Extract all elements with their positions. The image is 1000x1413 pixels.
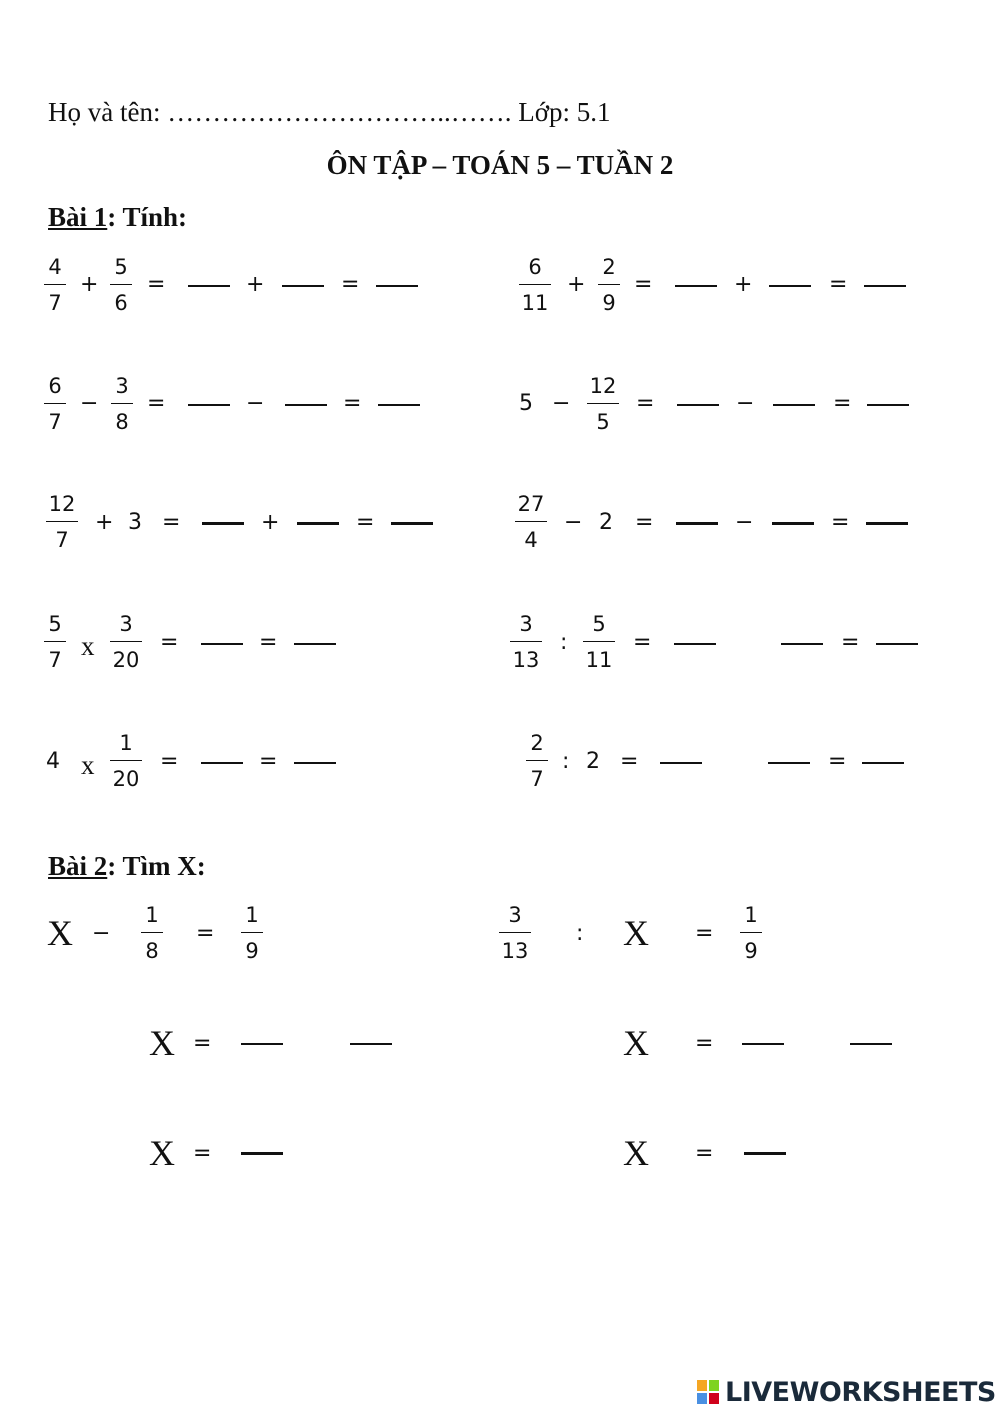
answer-blank[interactable] — [660, 762, 702, 764]
answer-blank[interactable] — [677, 404, 719, 406]
liveworksheets-icon — [697, 1380, 721, 1406]
answer-blank[interactable] — [188, 404, 230, 406]
equals-sign: = — [196, 921, 215, 946]
fraction: 5 6 — [110, 254, 132, 316]
answer-blank[interactable] — [876, 643, 918, 645]
student-name-line: Họ và tên: …………………………..……. Lớp: 5.1 — [48, 97, 611, 127]
fraction: 1 8 — [141, 902, 163, 964]
operator: − — [564, 510, 583, 535]
whole-number: 4 — [46, 749, 60, 774]
fraction: 4 7 — [44, 254, 66, 316]
answer-blank[interactable] — [391, 522, 433, 525]
equals-sign: = — [833, 391, 852, 416]
operator: + — [261, 510, 280, 535]
fraction: 3 13 — [510, 611, 542, 673]
answer-blank[interactable] — [188, 285, 230, 287]
fraction: 5 11 — [583, 611, 615, 673]
fraction: 2 7 — [526, 730, 548, 792]
answer-blank[interactable] — [285, 404, 327, 406]
equals-sign: = — [341, 272, 360, 297]
answer-blank[interactable] — [768, 762, 810, 764]
operator: − — [552, 391, 571, 416]
fraction: 3 20 — [110, 611, 142, 673]
operator: : — [576, 921, 584, 946]
equals-sign: = — [147, 272, 166, 297]
equals-sign: = — [828, 749, 847, 774]
answer-blank[interactable] — [769, 285, 811, 287]
operator: + — [734, 272, 753, 297]
answer-blank[interactable] — [241, 1043, 283, 1045]
equals-sign: = — [162, 510, 181, 535]
operator: x — [81, 631, 95, 661]
variable-x: X — [47, 913, 73, 953]
operator: + — [80, 272, 99, 297]
answer-blank[interactable] — [866, 522, 908, 525]
equals-sign: = — [831, 510, 850, 535]
fraction: 1 9 — [740, 902, 762, 964]
exercise-2-label: Bài 2 — [48, 851, 108, 881]
operator: − — [92, 921, 111, 946]
liveworksheets-logo — [697, 1377, 996, 1408]
fraction: 3 8 — [111, 373, 133, 435]
equals-sign: = — [695, 921, 714, 946]
fraction: 5 7 — [44, 611, 66, 673]
answer-blank[interactable] — [202, 522, 244, 525]
answer-blank[interactable] — [241, 1152, 283, 1155]
fraction: 12 7 — [46, 491, 78, 553]
answer-blank[interactable] — [201, 643, 243, 645]
equals-sign: = — [841, 630, 860, 655]
answer-blank[interactable] — [864, 285, 906, 287]
equals-sign: = — [193, 1141, 212, 1166]
equals-sign: = — [343, 391, 362, 416]
equals-sign: = — [695, 1141, 714, 1166]
variable-x: X — [149, 1133, 175, 1173]
fraction: 6 11 — [519, 254, 551, 316]
equals-sign: = — [633, 630, 652, 655]
answer-blank[interactable] — [674, 643, 716, 645]
answer-blank[interactable] — [773, 404, 815, 406]
equals-sign: = — [193, 1031, 212, 1056]
answer-blank[interactable] — [675, 285, 717, 287]
exercise-1-label: Bài 1 — [48, 202, 108, 232]
exercise-1-heading — [48, 202, 187, 233]
operator: + — [567, 272, 586, 297]
exercise-2-heading — [48, 851, 206, 882]
fraction: 12 5 — [587, 373, 619, 435]
equals-sign: = — [635, 510, 654, 535]
operator: : — [562, 749, 570, 774]
fraction: 1 9 — [241, 902, 263, 964]
equals-sign: = — [620, 749, 639, 774]
exercise-1-title: : Tính: — [107, 202, 188, 232]
answer-blank[interactable] — [376, 285, 418, 287]
answer-blank[interactable] — [781, 643, 823, 645]
variable-x: X — [623, 1023, 649, 1063]
answer-blank[interactable] — [742, 1043, 784, 1045]
variable-x: X — [149, 1023, 175, 1063]
variable-x: X — [623, 1133, 649, 1173]
fraction: 2 9 — [598, 254, 620, 316]
equals-sign: = — [259, 749, 278, 774]
answer-blank[interactable] — [850, 1043, 892, 1045]
operator: + — [95, 510, 114, 535]
whole-number: 5 — [519, 391, 533, 416]
equals-sign: = — [634, 272, 653, 297]
equals-sign: = — [147, 391, 166, 416]
answer-blank[interactable] — [378, 404, 420, 406]
operator: − — [736, 391, 755, 416]
equals-sign: = — [356, 510, 375, 535]
answer-blank[interactable] — [676, 522, 718, 525]
operator: x — [81, 750, 95, 780]
equals-sign: = — [829, 272, 848, 297]
answer-blank[interactable] — [350, 1043, 392, 1045]
operator: − — [735, 510, 754, 535]
page-title: ÔN TẬP – TOÁN 5 – TUẦN 2 — [326, 150, 674, 180]
variable-x: X — [623, 913, 649, 953]
answer-blank[interactable] — [201, 762, 243, 764]
equals-sign: = — [259, 630, 278, 655]
exercise-2-title: : Tìm X: — [107, 851, 206, 881]
answer-blank[interactable] — [282, 285, 324, 287]
answer-blank[interactable] — [294, 643, 336, 645]
equals-sign: = — [636, 391, 655, 416]
answer-blank[interactable] — [297, 522, 339, 525]
fraction: 27 4 — [515, 491, 547, 553]
operator: − — [80, 391, 99, 416]
whole-number: 2 — [586, 749, 600, 774]
answer-blank[interactable] — [862, 762, 904, 764]
fraction: 3 13 — [499, 902, 531, 964]
answer-blank[interactable] — [867, 404, 909, 406]
equals-sign: = — [695, 1031, 714, 1056]
operator: − — [246, 391, 265, 416]
operator: + — [246, 272, 265, 297]
answer-blank[interactable] — [744, 1152, 786, 1155]
whole-number: 2 — [599, 510, 613, 535]
operator: : — [560, 630, 568, 655]
fraction: 6 7 — [44, 373, 66, 435]
equals-sign: = — [160, 749, 179, 774]
answer-blank[interactable] — [772, 522, 814, 525]
answer-blank[interactable] — [294, 762, 336, 764]
liveworksheets-text: LIVEWORKSHEETS — [725, 1377, 996, 1408]
fraction: 1 20 — [110, 730, 142, 792]
equals-sign: = — [160, 630, 179, 655]
whole-number: 3 — [128, 510, 142, 535]
